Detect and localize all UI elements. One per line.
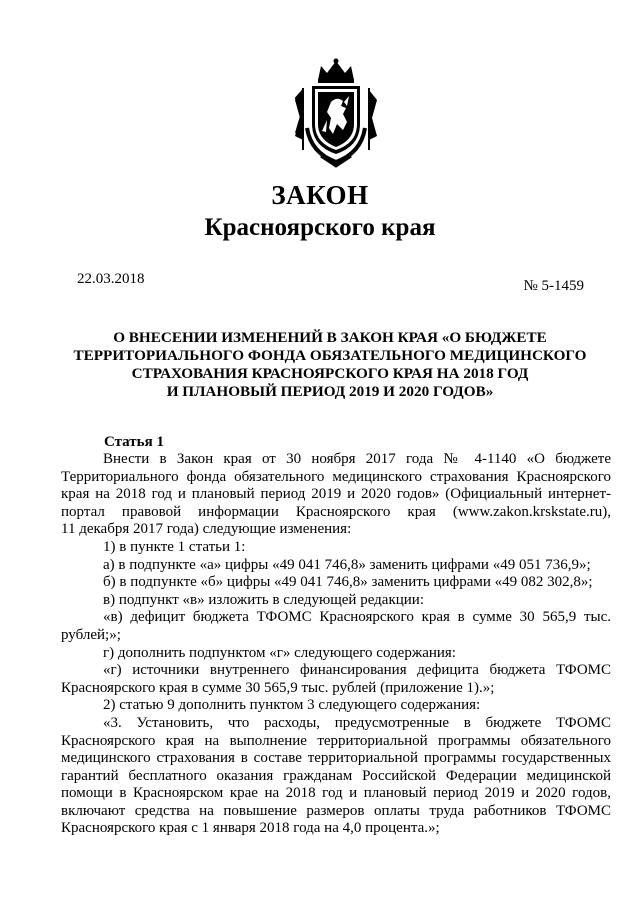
body-line: Внести в Закон края от 30 ноября 2017 года № 4-1140 «О бюджете	[103, 451, 611, 467]
body-line: включают средства на повышение размеров оплаты труда работников ТФОМС	[61, 802, 611, 819]
body-line: Красноярского края на выполнение территориальной программы обязательного	[61, 732, 611, 749]
body-line: помощи в Красноярском крае на 2018 год и плановый период 2019 и 2020 годов,	[61, 785, 611, 802]
heading-line: ТЕРРИТОРИАЛЬНОГО ФОНДА ОБЯЗАТЕЛЬНОГО МЕДИЦИНСКОГО	[73, 347, 587, 364]
heading-line: И ПЛАНОВЫЙ ПЕРИОД 2019 И 2020 ГОДОВ»	[166, 383, 494, 400]
body-line: Территориального фонда обязательного медицинского страхования Красноярского	[61, 468, 611, 485]
document-date: 22.03.2018	[77, 271, 145, 287]
krasnoyarsk-coat-of-arms-icon	[291, 58, 381, 168]
body-line: гарантий бесплатного оказания гражданам Российской Федерации медицинской	[61, 767, 611, 784]
body-line: 2) статью 9 дополнить пунктом 3 следующего содержания:	[103, 697, 481, 714]
body-line: края на 2018 год и плановый период 2019 и 2020 годов» (Официальный интернет-	[61, 486, 611, 503]
body-line: 11 декабря 2017 года) следующие изменения:	[61, 521, 352, 538]
body-line: в) подпункт «в» изложить в следующей редакции:	[103, 591, 424, 608]
article-body	[61, 451, 611, 838]
body-line: а) в подпункте «а» цифры «49 041 746,8» заменить цифрами «49 051 736,9»;	[103, 556, 591, 573]
heading-line: СТРАХОВАНИЯ КРАСНОЯРСКОГО КРАЯ НА 2018 ГОД	[131, 365, 529, 382]
body-line: 1) в пункте 1 статьи 1:	[103, 538, 246, 555]
body-line: «3. Установить, что расходы, предусмотренные в бюджете ТФОМС	[103, 714, 611, 731]
document-number: № 5-1459	[523, 278, 584, 294]
body-line: рублей;»;	[61, 626, 121, 643]
law-subtitle: Красноярского края	[204, 214, 436, 241]
article-title: Статья 1	[104, 434, 164, 450]
body-line: портал правовой информации Красноярского края (www.zakon.krskstate.ru),	[61, 503, 611, 520]
body-line: «в) дефицит бюджета ТФОМС Красноярского края в сумме 30 565,9 тыс.	[103, 609, 611, 626]
body-line: медицинского страхования в составе территориальной программы государственных	[61, 750, 611, 767]
body-line: г) дополнить подпунктом «г» следующего содержания:	[103, 644, 456, 661]
law-title: ЗАКОН	[271, 180, 369, 210]
heading-line: О ВНЕСЕНИИ ИЗМЕНЕНИЙ В ЗАКОН КРАЯ «О БЮДЖЕТЕ	[113, 329, 547, 346]
body-line: Красноярского края в сумме 30 565,9 тыс. рублей (приложение 1).»;	[61, 679, 495, 696]
law-heading	[56, 329, 604, 401]
body-line: «г) источники внутреннего финансирования дефицита бюджета ТФОМС	[103, 662, 611, 679]
body-line: б) в подпункте «б» цифры «49 041 746,8» заменить цифрами «49 082 302,8»;	[103, 574, 593, 591]
body-line: Красноярского края с 1 января 2018 года на 4,0 процента.»;	[61, 820, 440, 837]
